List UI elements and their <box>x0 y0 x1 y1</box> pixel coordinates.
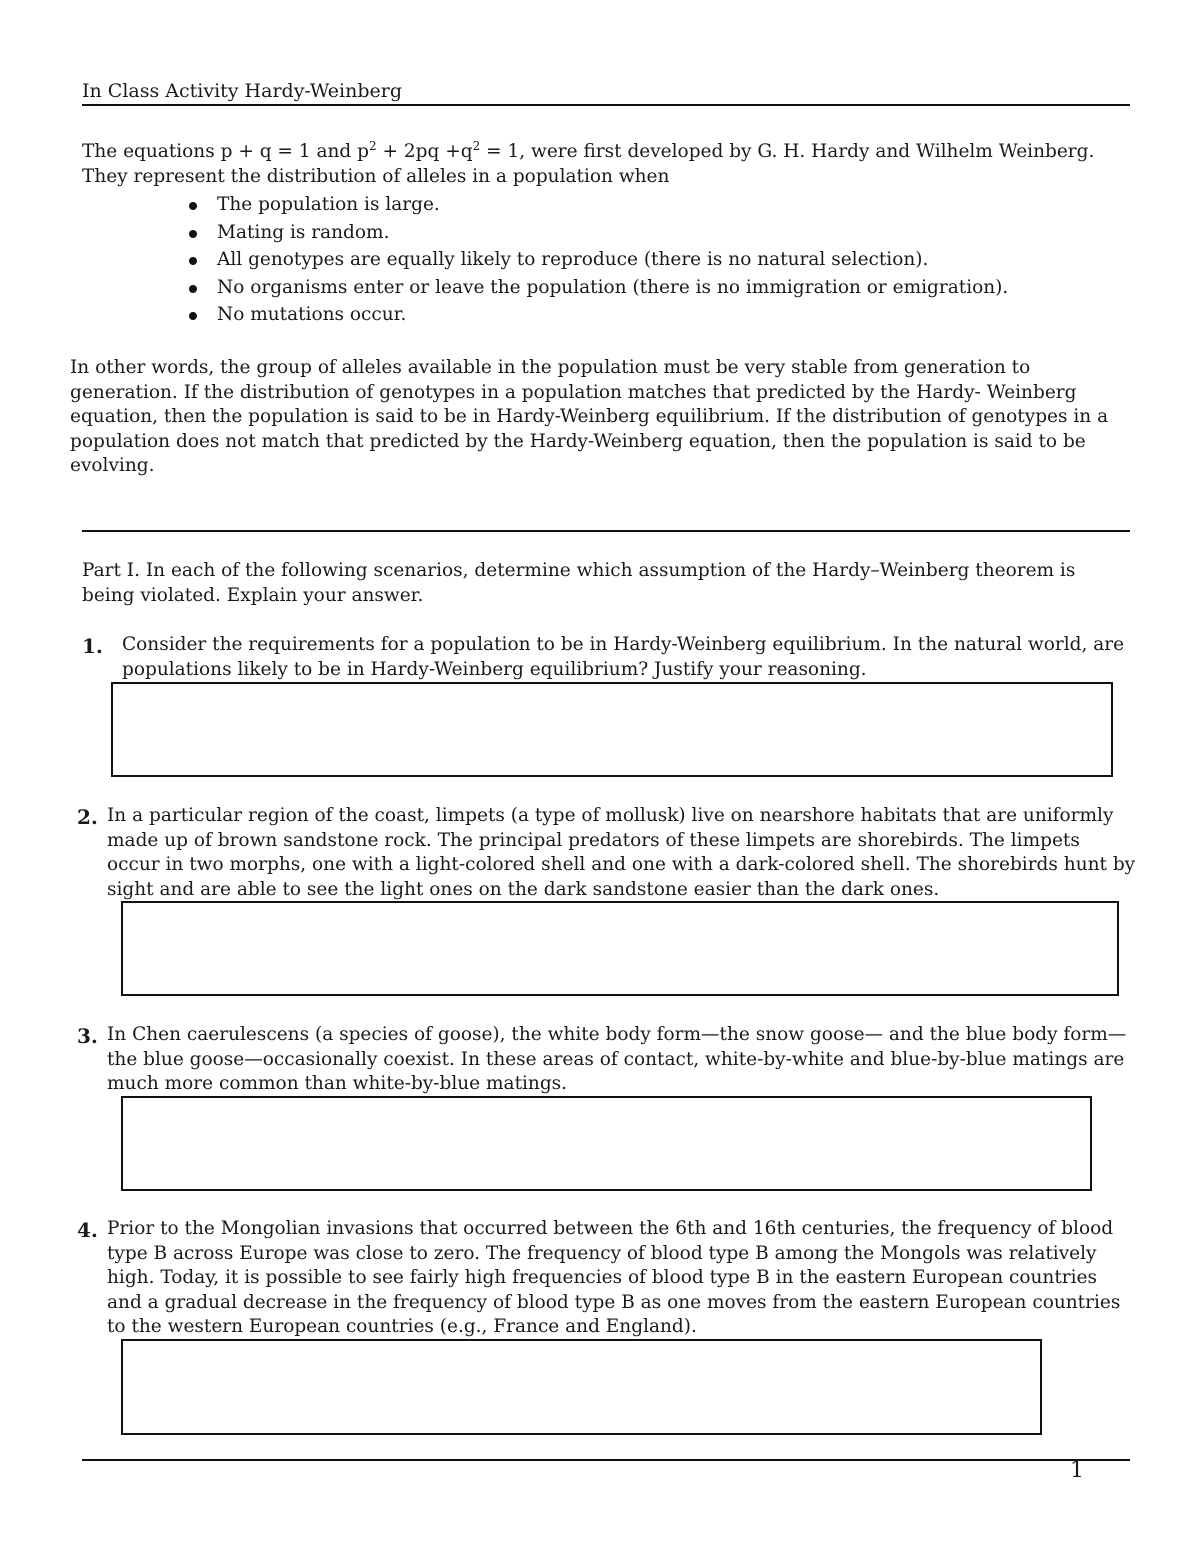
intro-equation-text-a: The equations p + q = 1 and p <box>82 141 369 162</box>
intro-equation-text-c: = 1, were first developed by G. H. Hardy and Wilhelm Weinberg. <box>480 141 1095 162</box>
answer-box-2[interactable] <box>121 901 1119 996</box>
assumption-text: No organisms enter or leave the population (there is no immigration or emigration). <box>217 276 1009 298</box>
other-words-paragraph: In other words, the group of alleles available in the population must be very stable from generation to generation. If the distribution of genotypes in a population matches that predicted by the Hardy- Weinberg equation, then the population is said to be in Hardy-Weinberg equilibrium. If the distribution of genotypes in a population does not match that predicted by the Hardy-Weinberg equation, then the population is said to be evolving. <box>70 357 1109 476</box>
intro-paragraph <box>82 140 1142 189</box>
question-number-3: 3. <box>77 1024 98 1048</box>
list-item <box>185 301 1008 329</box>
bullet-icon <box>189 230 197 238</box>
document-title: In Class Activity Hardy-Weinberg <box>82 80 403 102</box>
list-item <box>185 191 1008 219</box>
question-3-text: In Chen caerulescens (a species of goose), the white body form—the snow goose— and the blue body form—the blue goose—occasionally coexist. In these areas of contact, white-by-white and blue-by-blue matings are much more common than white-by-blue matings. <box>107 1024 1127 1094</box>
footer-rule <box>82 1459 1130 1461</box>
intro-superscript-1: 2 <box>368 139 377 153</box>
answer-box-3[interactable] <box>121 1096 1092 1191</box>
question-number-1: 1. <box>82 634 103 658</box>
answer-box-1[interactable] <box>111 682 1113 777</box>
question-number-4: 4. <box>77 1218 98 1242</box>
page-number: 1 <box>1070 1458 1084 1483</box>
assumption-text: No mutations occur. <box>217 304 407 325</box>
question-1-text: Consider the requirements for a population to be in Hardy-Weinberg equilibrium. In the natural world, are populations likely to be in Hardy-Weinberg equilibrium? Justify your reasoning. <box>122 634 1125 680</box>
question-number-2: 2. <box>77 805 98 829</box>
bullet-icon <box>189 285 197 293</box>
list-item <box>185 274 1008 302</box>
question-2-text: In a particular region of the coast, limpets (a type of mollusk) live on nearshore habitats that are uniformly made up of brown sandstone rock. The principal predators of these limpets are shorebirds. The limpets occur in two morphs, one with a light-colored shell and one with a dark-colored shell. The shorebirds hunt by sight and are able to see the light ones on the dark sandstone easier than the dark ones. <box>107 805 1136 900</box>
assumption-text: Mating is random. <box>217 221 390 243</box>
header-rule <box>82 104 1130 106</box>
bullet-icon <box>189 202 197 210</box>
intro-line-2: They represent the distribution of alleles in a population when <box>82 165 670 187</box>
list-item <box>185 246 1008 274</box>
assumption-text: All genotypes are equally likely to reproduce (there is no natural selection). <box>217 249 929 270</box>
answer-box-4[interactable] <box>121 1339 1042 1435</box>
list-item <box>185 219 1008 247</box>
section-divider <box>82 530 1130 532</box>
bullet-icon <box>189 312 197 320</box>
intro-equation-text-b: + 2pq +q <box>376 141 473 162</box>
bullet-icon <box>189 257 197 265</box>
intro-superscript-2: 2 <box>472 139 481 153</box>
part1-instructions: Part I. In each of the following scenarios, determine which assumption of the Hardy–Weinberg theorem is being violated. Explain your answer. <box>82 560 1076 606</box>
assumption-text: The population is large. <box>217 194 440 215</box>
assumption-list <box>185 191 1008 329</box>
question-4-text: Prior to the Mongolian invasions that occurred between the 6th and 16th centuries, the frequency of blood type B across Europe was close to zero. The frequency of blood type B among the Mongols was relatively high. Today, it is possible to see fairly high frequencies of blood type B in the eastern European countries and a gradual decrease in the frequency of blood type B as one moves from the eastern European countries to the western European countries (e.g., France and England). <box>107 1218 1121 1337</box>
